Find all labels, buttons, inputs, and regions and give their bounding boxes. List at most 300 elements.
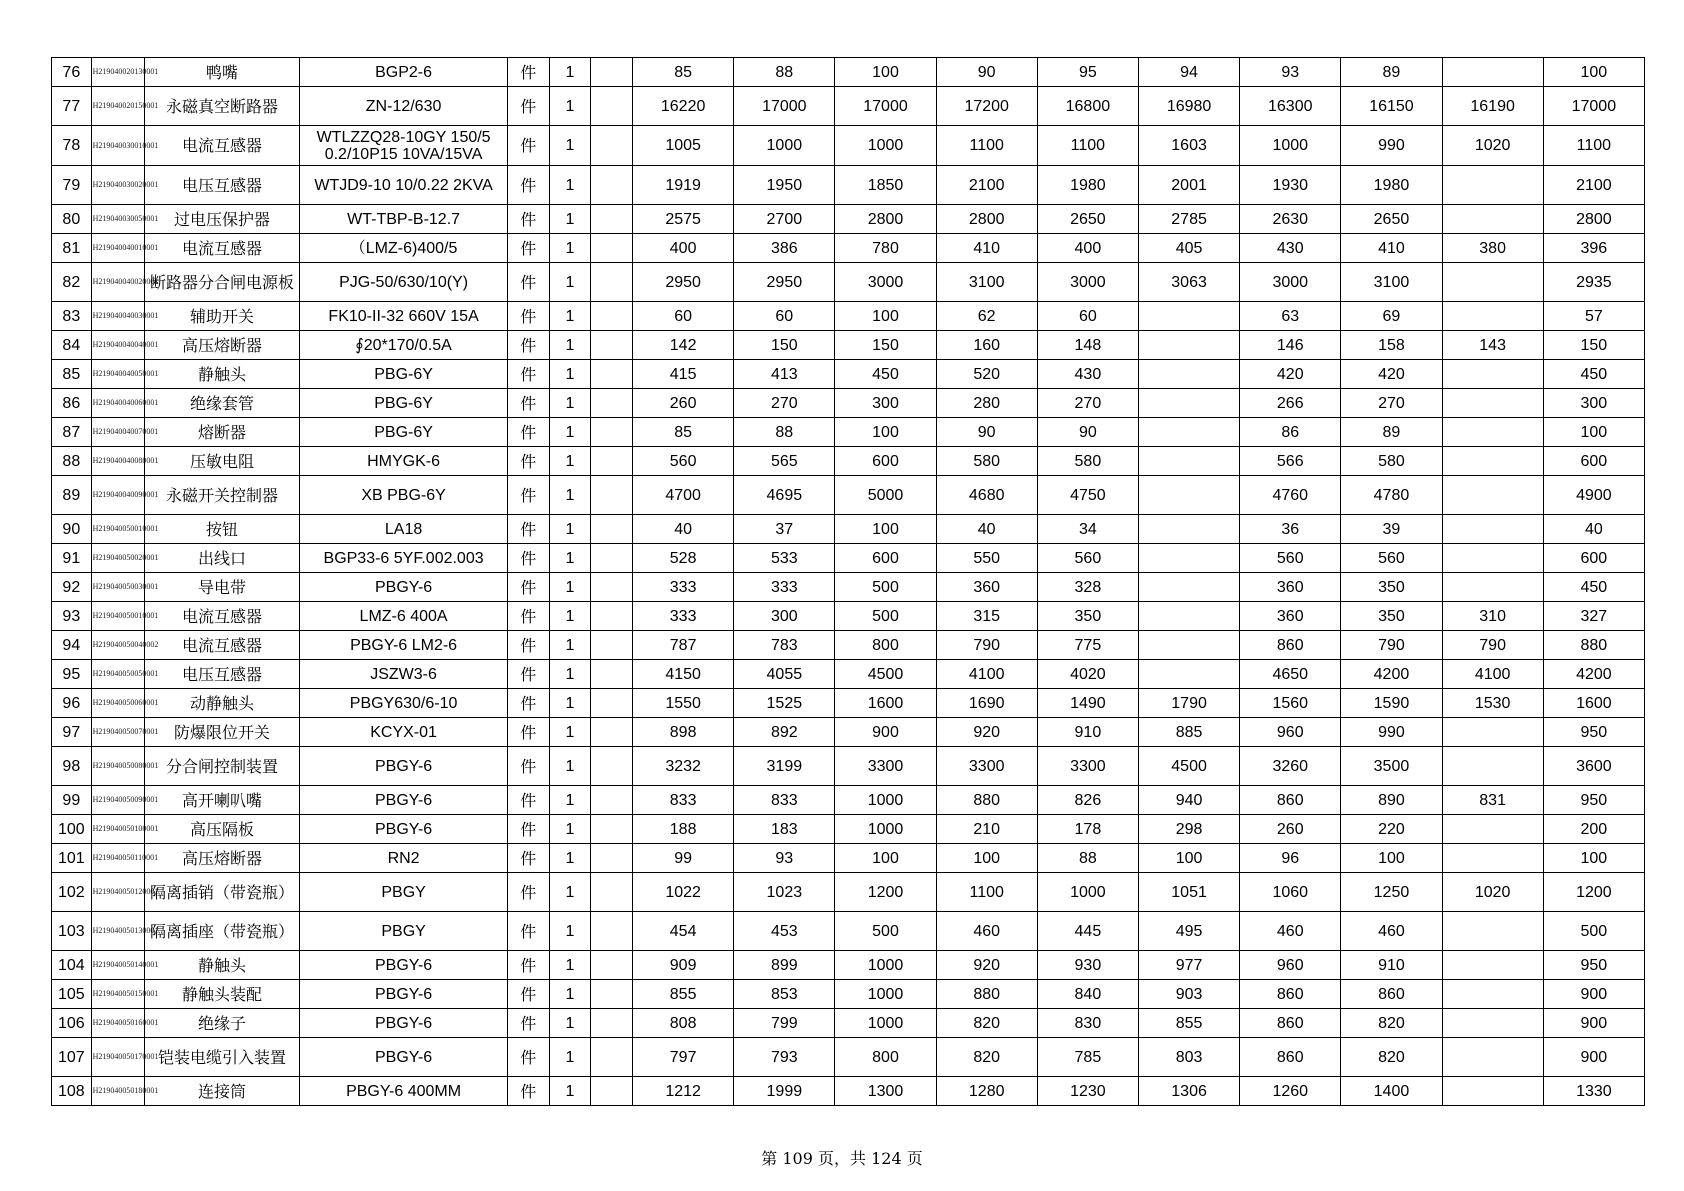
price-10-cell: 100 (1543, 58, 1644, 87)
table-row (52, 980, 1645, 1009)
item-code-cell: H219040050080001 (91, 747, 144, 786)
price-3-cell: 500 (835, 602, 936, 631)
price-8-cell: 350 (1341, 602, 1442, 631)
price-6-cell (1138, 302, 1239, 331)
item-name-cell: 高压熔断器 (144, 844, 299, 873)
unit-cell: 件 (507, 786, 549, 815)
row-number-cell: 90 (52, 515, 92, 544)
specification-cell: PBGY (300, 912, 508, 951)
price-2-cell: 4055 (734, 660, 835, 689)
table-row (52, 447, 1645, 476)
item-code-cell: H219040050030001 (91, 573, 144, 602)
price-8-cell: 220 (1341, 815, 1442, 844)
unit-cell: 件 (507, 631, 549, 660)
price-9-cell (1442, 360, 1543, 389)
item-code-cell: H219040050070001 (91, 718, 144, 747)
price-1-cell: 898 (633, 718, 734, 747)
price-4-cell: 280 (936, 389, 1037, 418)
unit-cell: 件 (507, 166, 549, 205)
price-8-cell: 910 (1341, 951, 1442, 980)
price-1-cell: 142 (633, 331, 734, 360)
price-9-cell (1442, 476, 1543, 515)
item-code-cell: H219040040060001 (91, 389, 144, 418)
unit-cell: 件 (507, 447, 549, 476)
price-3-cell: 4500 (835, 660, 936, 689)
price-10-cell: 327 (1543, 602, 1644, 631)
item-name-cell: 鸭嘴 (144, 58, 299, 87)
unit-cell: 件 (507, 844, 549, 873)
price-4-cell: 315 (936, 602, 1037, 631)
price-8-cell: 1590 (1341, 689, 1442, 718)
price-10-cell: 900 (1543, 980, 1644, 1009)
table-row (52, 912, 1645, 951)
price-7-cell: 960 (1240, 718, 1341, 747)
price-8-cell: 1980 (1341, 166, 1442, 205)
price-9-cell (1442, 912, 1543, 951)
unit-cell: 件 (507, 747, 549, 786)
blank-col-cell (591, 844, 633, 873)
row-number-cell: 94 (52, 631, 92, 660)
price-1-cell: 454 (633, 912, 734, 951)
price-2-cell: 1023 (734, 873, 835, 912)
price-1-cell: 1550 (633, 689, 734, 718)
page-footer: 第 109 页，共 124 页 (761, 1149, 923, 1168)
item-code-cell: H219040040090001 (91, 476, 144, 515)
price-3-cell: 1000 (835, 980, 936, 1009)
item-code-cell: H219040040080001 (91, 447, 144, 476)
price-3-cell: 3000 (835, 263, 936, 302)
blank-col-cell (591, 544, 633, 573)
price-1-cell: 808 (633, 1009, 734, 1038)
price-1-cell: 260 (633, 389, 734, 418)
price-6-cell (1138, 476, 1239, 515)
price-2-cell: 533 (734, 544, 835, 573)
table-row (52, 166, 1645, 205)
price-3-cell: 3300 (835, 747, 936, 786)
specification-cell: PBGY-6 (300, 747, 508, 786)
price-2-cell: 1525 (734, 689, 835, 718)
item-code-cell: H219040020130001 (91, 58, 144, 87)
blank-col-cell (591, 718, 633, 747)
blank-col-cell (591, 389, 633, 418)
price-6-cell: 903 (1138, 980, 1239, 1009)
blank-col-cell (591, 980, 633, 1009)
quantity-cell: 1 (549, 126, 591, 166)
item-code-cell: H219040030010001 (91, 126, 144, 166)
table-row (52, 87, 1645, 126)
price-7-cell: 4760 (1240, 476, 1341, 515)
table-row (52, 689, 1645, 718)
price-9-cell (1442, 418, 1543, 447)
price-2-cell: 17000 (734, 87, 835, 126)
unit-cell: 件 (507, 234, 549, 263)
price-4-cell: 360 (936, 573, 1037, 602)
table-row (52, 331, 1645, 360)
quantity-cell: 1 (549, 689, 591, 718)
price-6-cell (1138, 418, 1239, 447)
item-name-cell: 静触头装配 (144, 980, 299, 1009)
price-6-cell (1138, 447, 1239, 476)
price-5-cell: 328 (1037, 573, 1138, 602)
item-code-cell: H219040050170001 (91, 1038, 144, 1077)
price-5-cell: 60 (1037, 302, 1138, 331)
price-10-cell: 150 (1543, 331, 1644, 360)
item-code-cell: H219040050010001 (91, 515, 144, 544)
price-4-cell: 90 (936, 418, 1037, 447)
price-8-cell: 820 (1341, 1009, 1442, 1038)
item-name-cell: 铠装电缆引入装置 (144, 1038, 299, 1077)
price-5-cell: 95 (1037, 58, 1138, 87)
price-7-cell: 86 (1240, 418, 1341, 447)
quantity-cell: 1 (549, 360, 591, 389)
price-5-cell: 830 (1037, 1009, 1138, 1038)
price-4-cell: 790 (936, 631, 1037, 660)
table-row (52, 660, 1645, 689)
row-number-cell: 89 (52, 476, 92, 515)
price-4-cell: 100 (936, 844, 1037, 873)
table-row (52, 360, 1645, 389)
price-3-cell: 100 (835, 302, 936, 331)
price-2-cell: 899 (734, 951, 835, 980)
price-7-cell: 4650 (1240, 660, 1341, 689)
price-2-cell: 88 (734, 58, 835, 87)
price-6-cell: 1306 (1138, 1077, 1239, 1106)
price-5-cell: 930 (1037, 951, 1138, 980)
price-1-cell: 16220 (633, 87, 734, 126)
price-7-cell: 146 (1240, 331, 1341, 360)
price-10-cell: 450 (1543, 360, 1644, 389)
unit-cell: 件 (507, 87, 549, 126)
unit-cell: 件 (507, 689, 549, 718)
quantity-cell: 1 (549, 476, 591, 515)
specification-cell: WT-TBP-B-12.7 (300, 205, 508, 234)
row-number-cell: 83 (52, 302, 92, 331)
price-10-cell: 600 (1543, 544, 1644, 573)
price-1-cell: 400 (633, 234, 734, 263)
price-5-cell: 445 (1037, 912, 1138, 951)
price-5-cell: 1490 (1037, 689, 1138, 718)
row-number-cell: 107 (52, 1038, 92, 1077)
price-8-cell: 1250 (1341, 873, 1442, 912)
price-4-cell: 1100 (936, 126, 1037, 166)
blank-col-cell (591, 815, 633, 844)
price-7-cell: 860 (1240, 1038, 1341, 1077)
price-comparison-table (51, 57, 1645, 1106)
item-name-cell: 隔离插销（带瓷瓶） (144, 873, 299, 912)
price-7-cell: 2630 (1240, 205, 1341, 234)
table-row (52, 602, 1645, 631)
price-7-cell: 63 (1240, 302, 1341, 331)
price-2-cell: 300 (734, 602, 835, 631)
row-number-cell: 86 (52, 389, 92, 418)
blank-col-cell (591, 1077, 633, 1106)
item-code-cell: H219040050160001 (91, 1009, 144, 1038)
price-7-cell: 860 (1240, 980, 1341, 1009)
price-8-cell: 460 (1341, 912, 1442, 951)
table-row (52, 544, 1645, 573)
specification-cell: PBGY-6 (300, 573, 508, 602)
price-6-cell (1138, 631, 1239, 660)
unit-cell: 件 (507, 815, 549, 844)
price-3-cell: 600 (835, 447, 936, 476)
price-8-cell: 560 (1341, 544, 1442, 573)
table-row (52, 1009, 1645, 1038)
quantity-cell: 1 (549, 1038, 591, 1077)
row-number-cell: 79 (52, 166, 92, 205)
item-code-cell: H219040050100001 (91, 815, 144, 844)
unit-cell: 件 (507, 476, 549, 515)
price-1-cell: 797 (633, 1038, 734, 1077)
item-code-cell: H219040050140001 (91, 951, 144, 980)
price-6-cell: 4500 (1138, 747, 1239, 786)
item-name-cell: 静触头 (144, 951, 299, 980)
price-1-cell: 1022 (633, 873, 734, 912)
price-6-cell: 100 (1138, 844, 1239, 873)
price-3-cell: 300 (835, 389, 936, 418)
price-5-cell: 350 (1037, 602, 1138, 631)
price-8-cell: 69 (1341, 302, 1442, 331)
item-name-cell: 高压熔断器 (144, 331, 299, 360)
item-code-cell: H219040040030001 (91, 302, 144, 331)
price-9-cell: 1020 (1442, 126, 1543, 166)
price-9-cell: 310 (1442, 602, 1543, 631)
quantity-cell: 1 (549, 1009, 591, 1038)
specification-cell: PBGY (300, 873, 508, 912)
price-4-cell: 920 (936, 718, 1037, 747)
specification-cell: PBGY-6 400MM (300, 1077, 508, 1106)
price-10-cell: 2100 (1543, 166, 1644, 205)
price-8-cell: 89 (1341, 58, 1442, 87)
unit-cell: 件 (507, 1077, 549, 1106)
price-4-cell: 550 (936, 544, 1037, 573)
table-row (52, 205, 1645, 234)
price-2-cell: 2700 (734, 205, 835, 234)
price-7-cell: 360 (1240, 602, 1341, 631)
price-5-cell: 1000 (1037, 873, 1138, 912)
blank-col-cell (591, 912, 633, 951)
price-4-cell: 880 (936, 786, 1037, 815)
quantity-cell: 1 (549, 389, 591, 418)
price-10-cell: 1330 (1543, 1077, 1644, 1106)
unit-cell: 件 (507, 418, 549, 447)
quantity-cell: 1 (549, 544, 591, 573)
price-3-cell: 1850 (835, 166, 936, 205)
price-5-cell: 580 (1037, 447, 1138, 476)
price-9-cell (1442, 815, 1543, 844)
price-2-cell: 799 (734, 1009, 835, 1038)
price-7-cell: 860 (1240, 1009, 1341, 1038)
price-10-cell: 4200 (1543, 660, 1644, 689)
price-6-cell (1138, 331, 1239, 360)
specification-cell: BGP2-6 (300, 58, 508, 87)
price-9-cell (1442, 1077, 1543, 1106)
price-2-cell: 270 (734, 389, 835, 418)
price-2-cell: 2950 (734, 263, 835, 302)
specification-cell: PBGY-6 (300, 980, 508, 1009)
item-code-cell: H219040050110001 (91, 844, 144, 873)
blank-col-cell (591, 331, 633, 360)
price-7-cell: 430 (1240, 234, 1341, 263)
row-number-cell: 81 (52, 234, 92, 263)
quantity-cell: 1 (549, 660, 591, 689)
price-4-cell: 1280 (936, 1077, 1037, 1106)
price-10-cell: 100 (1543, 844, 1644, 873)
price-8-cell: 4200 (1341, 660, 1442, 689)
item-code-cell: H219040050130001 (91, 912, 144, 951)
unit-cell: 件 (507, 126, 549, 166)
item-name-cell: 按钮 (144, 515, 299, 544)
price-1-cell: 4700 (633, 476, 734, 515)
quantity-cell: 1 (549, 205, 591, 234)
price-4-cell: 2100 (936, 166, 1037, 205)
price-4-cell: 40 (936, 515, 1037, 544)
blank-col-cell (591, 873, 633, 912)
specification-cell: WTJD9-10 10/0.22 2KVA (300, 166, 508, 205)
price-10-cell: 450 (1543, 573, 1644, 602)
price-10-cell: 4900 (1543, 476, 1644, 515)
specification-cell: ZN-12/630 (300, 87, 508, 126)
item-code-cell: H219040050020001 (91, 544, 144, 573)
specification-cell: LMZ-6 400A (300, 602, 508, 631)
price-2-cell: 4695 (734, 476, 835, 515)
price-2-cell: 1950 (734, 166, 835, 205)
price-5-cell: 88 (1037, 844, 1138, 873)
price-9-cell (1442, 573, 1543, 602)
table-body (52, 58, 1645, 1106)
blank-col-cell (591, 602, 633, 631)
item-name-cell: 出线口 (144, 544, 299, 573)
price-10-cell: 950 (1543, 951, 1644, 980)
quantity-cell: 1 (549, 234, 591, 263)
price-6-cell: 16980 (1138, 87, 1239, 126)
price-5-cell: 4750 (1037, 476, 1138, 515)
unit-cell: 件 (507, 515, 549, 544)
row-number-cell: 91 (52, 544, 92, 573)
table-row (52, 951, 1645, 980)
price-6-cell: 885 (1138, 718, 1239, 747)
row-number-cell: 78 (52, 126, 92, 166)
price-10-cell: 40 (1543, 515, 1644, 544)
price-4-cell: 880 (936, 980, 1037, 1009)
blank-col-cell (591, 234, 633, 263)
item-code-cell: H219040050180001 (91, 1077, 144, 1106)
price-8-cell: 16150 (1341, 87, 1442, 126)
price-3-cell: 450 (835, 360, 936, 389)
price-2-cell: 783 (734, 631, 835, 660)
price-10-cell: 3600 (1543, 747, 1644, 786)
specification-cell: PBGY-6 (300, 1038, 508, 1077)
row-number-cell: 101 (52, 844, 92, 873)
table-row (52, 126, 1645, 166)
price-8-cell: 89 (1341, 418, 1442, 447)
row-number-cell: 85 (52, 360, 92, 389)
price-8-cell: 990 (1341, 126, 1442, 166)
price-5-cell: 2650 (1037, 205, 1138, 234)
item-name-cell: 永磁开关控制器 (144, 476, 299, 515)
price-7-cell: 860 (1240, 786, 1341, 815)
price-4-cell: 4680 (936, 476, 1037, 515)
price-4-cell: 3300 (936, 747, 1037, 786)
price-6-cell: 855 (1138, 1009, 1239, 1038)
price-7-cell: 566 (1240, 447, 1341, 476)
price-6-cell (1138, 389, 1239, 418)
quantity-cell: 1 (549, 447, 591, 476)
specification-cell: ∮20*170/0.5A (300, 331, 508, 360)
unit-cell: 件 (507, 573, 549, 602)
item-name-cell: 分合闸控制装置 (144, 747, 299, 786)
price-9-cell: 4100 (1442, 660, 1543, 689)
price-5-cell: 430 (1037, 360, 1138, 389)
specification-cell: LA18 (300, 515, 508, 544)
item-name-cell: 辅助开关 (144, 302, 299, 331)
price-2-cell: 565 (734, 447, 835, 476)
specification-cell: PBGY630/6-10 (300, 689, 508, 718)
specification-cell: BGP33-6 5YF.002.003 (300, 544, 508, 573)
price-3-cell: 1300 (835, 1077, 936, 1106)
price-6-cell: 1790 (1138, 689, 1239, 718)
price-1-cell: 99 (633, 844, 734, 873)
item-name-cell: 动静触头 (144, 689, 299, 718)
price-7-cell: 96 (1240, 844, 1341, 873)
price-9-cell (1442, 747, 1543, 786)
item-name-cell: 电流互感器 (144, 631, 299, 660)
price-8-cell: 158 (1341, 331, 1442, 360)
price-10-cell: 17000 (1543, 87, 1644, 126)
price-2-cell: 333 (734, 573, 835, 602)
price-10-cell: 100 (1543, 418, 1644, 447)
blank-col-cell (591, 786, 633, 815)
price-3-cell: 500 (835, 912, 936, 951)
blank-col-cell (591, 302, 633, 331)
specification-cell: HMYGK-6 (300, 447, 508, 476)
specification-cell: PBGY-6 (300, 1009, 508, 1038)
table-row (52, 573, 1645, 602)
table-row (52, 718, 1645, 747)
price-9-cell (1442, 844, 1543, 873)
unit-cell: 件 (507, 1038, 549, 1077)
price-9-cell (1442, 1009, 1543, 1038)
blank-col-cell (591, 631, 633, 660)
specification-cell: PBG-6Y (300, 389, 508, 418)
price-5-cell: 910 (1037, 718, 1138, 747)
price-10-cell: 880 (1543, 631, 1644, 660)
table-row (52, 234, 1645, 263)
price-1-cell: 560 (633, 447, 734, 476)
price-9-cell (1442, 951, 1543, 980)
table-row (52, 476, 1645, 515)
price-9-cell (1442, 980, 1543, 1009)
item-name-cell: 电压互感器 (144, 660, 299, 689)
unit-cell: 件 (507, 873, 549, 912)
price-7-cell: 1260 (1240, 1077, 1341, 1106)
price-4-cell: 520 (936, 360, 1037, 389)
price-2-cell: 1000 (734, 126, 835, 166)
price-6-cell (1138, 573, 1239, 602)
unit-cell: 件 (507, 718, 549, 747)
price-10-cell: 1600 (1543, 689, 1644, 718)
price-4-cell: 580 (936, 447, 1037, 476)
blank-col-cell (591, 58, 633, 87)
quantity-cell: 1 (549, 573, 591, 602)
item-code-cell: H219040040070001 (91, 418, 144, 447)
price-10-cell: 900 (1543, 1009, 1644, 1038)
specification-cell: PBG-6Y (300, 360, 508, 389)
price-9-cell (1442, 205, 1543, 234)
price-3-cell: 17000 (835, 87, 936, 126)
unit-cell: 件 (507, 302, 549, 331)
price-6-cell (1138, 515, 1239, 544)
price-7-cell: 36 (1240, 515, 1341, 544)
